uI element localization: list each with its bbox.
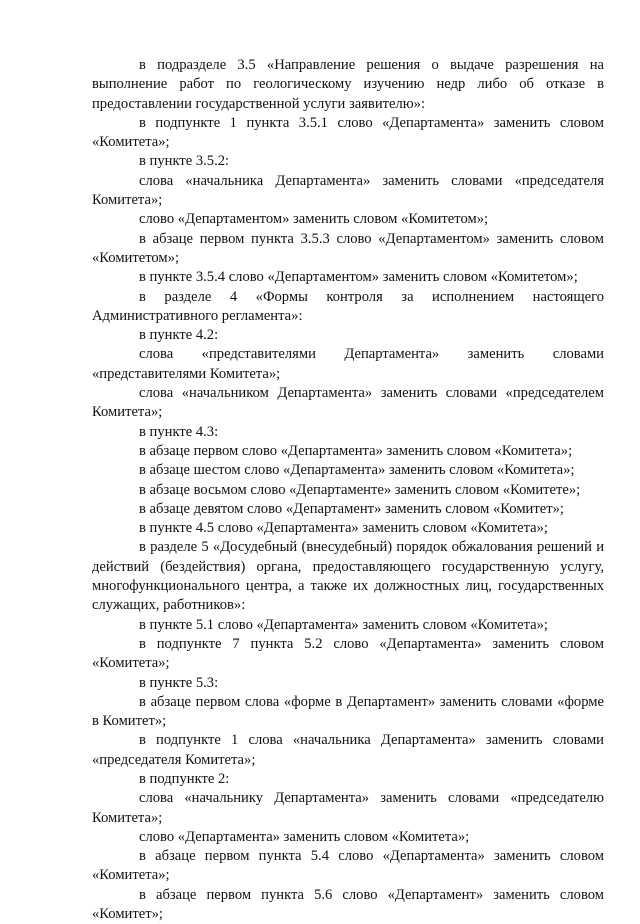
paragraph: в пункте 4.3: xyxy=(139,423,219,440)
paragraph: слова «начальником Департамента» заменить словами «председателем Комитета»; xyxy=(92,385,604,421)
paragraph: в абзаце первом пункта 5.4 слово «Департамента» заменить словом «Комитета»; xyxy=(92,848,604,884)
paragraph: слово «Департаментом» заменить словом «Комитетом»; xyxy=(139,211,489,228)
paragraph: в пункте 4.2: xyxy=(139,327,219,344)
paragraph: в абзаце восьмом слово «Департаменте» заменить словом «Комитете»; xyxy=(139,481,581,498)
paragraph: в пункте 3.5.2: xyxy=(139,153,230,170)
paragraph: в абзаце девятом слово «Департамент» заменить словом «Комитет»; xyxy=(139,500,564,517)
paragraph: слова «начальнику Департамента» заменить словами «председателю Комитета»; xyxy=(92,790,604,826)
paragraph: в подпункте 7 пункта 5.2 слово «Департамента» заменить словом «Комитета»; xyxy=(92,635,604,672)
paragraph: в разделе 4 «Формы контроля за исполнением настоящего Административного регламента»: xyxy=(92,288,604,324)
paragraph: в разделе 5 «Досудебный (внесудебный) порядок обжалования решений и действий (бездействия) органа, предоставляющего государственную услугу, многофункционального центра, а также их должностных лиц, государственных служащих, работников»: xyxy=(92,539,604,614)
paragraph: в пункте 3.5.4 слово «Департаментом» заменить словом «Комитетом»; xyxy=(139,269,578,286)
paragraph: в подпункте 1 слова «начальника Департамента» заменить словами «председателя Комитета»; xyxy=(92,732,604,768)
paragraph: в пункте 5.3: xyxy=(139,674,219,691)
paragraph: в абзаце первом пункта 3.5.3 слово «Департаментом» заменить словом «Комитетом»; xyxy=(92,230,604,266)
paragraph: слово «Департамента» заменить словом «Комитета»; xyxy=(139,828,470,845)
paragraph: в подпункте 1 пункта 3.5.1 слово «Департамента» заменить словом «Комитета»; xyxy=(92,114,604,151)
document-page xyxy=(92,56,604,924)
paragraph: в подразделе 3.5 «Направление решения о выдаче разрешения на выполнение работ по геологическому изучению недр либо об отказе в предоставлении государственной услуги заявителю»: xyxy=(92,57,604,112)
paragraph: в абзаце первом пункта 5.6 слово «Департамент» заменить словом «Комитет»; xyxy=(92,886,604,923)
paragraph: в абзаце шестом слово «Департамента» заменить словом «Комитета»; xyxy=(139,462,575,479)
paragraph: в пункте 5.1 слово «Департамента» заменить словом «Комитета»; xyxy=(139,616,548,633)
paragraph: слова «начальника Департамента» заменить словами «председателя Комитета»; xyxy=(92,172,604,209)
paragraph: в подпункте 2: xyxy=(139,770,230,787)
paragraph: в абзаце первом слова «форме в Департамент» заменить словами «форме в Комитет»; xyxy=(92,693,604,730)
paragraph: в абзаце первом слово «Департамента» заменить словом «Комитета»; xyxy=(139,442,573,459)
paragraph: слова «представителями Департамента» заменить словами «представителями Комитета»; xyxy=(92,346,604,382)
paragraph: в пункте 4.5 слово «Департамента» заменить словом «Комитета»; xyxy=(139,520,548,537)
